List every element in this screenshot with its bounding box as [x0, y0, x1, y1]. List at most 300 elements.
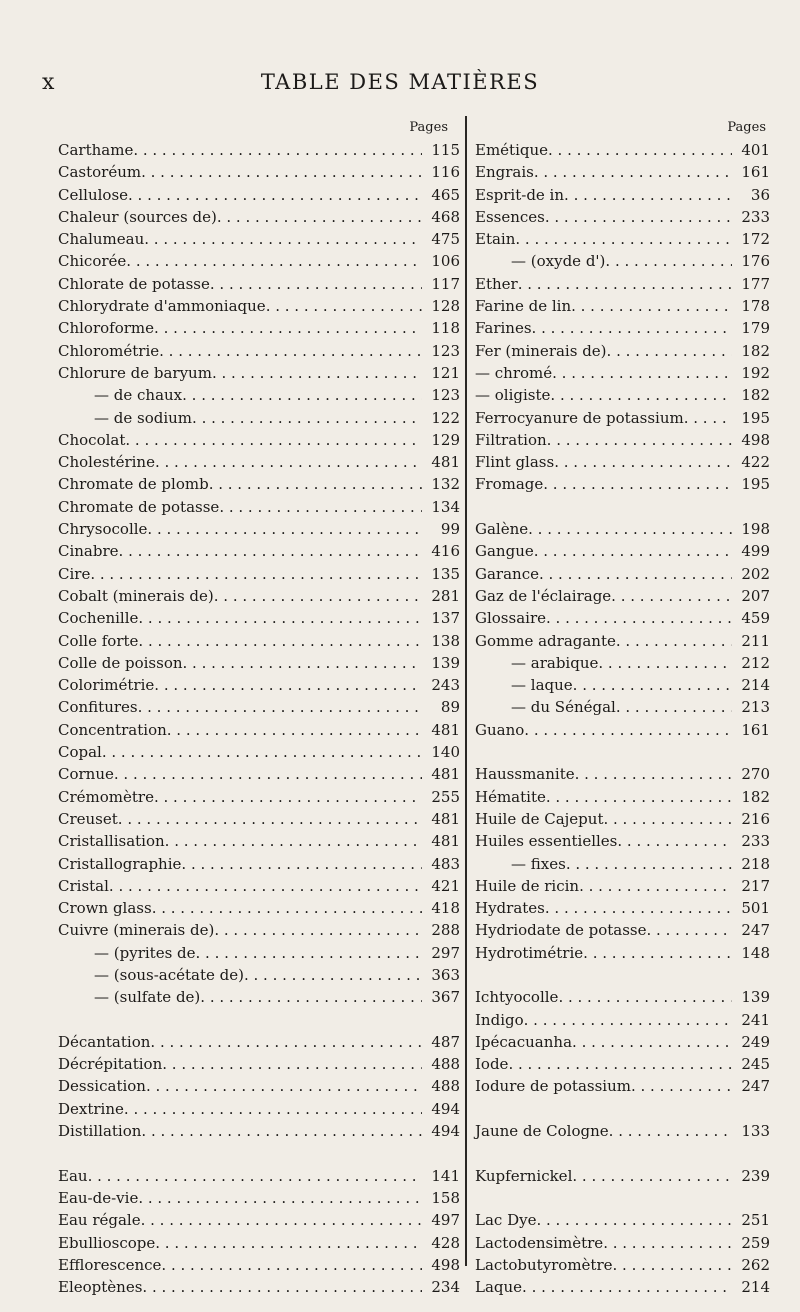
- entry-term: Emétique: [475, 141, 549, 159]
- index-entry: [475, 1009, 770, 1031]
- entry-page-number: 182: [741, 341, 770, 360]
- index-entry: [475, 808, 770, 830]
- dot-leader: [119, 540, 422, 562]
- entry-page-number: 134: [431, 497, 460, 516]
- entry-term: Gangue: [475, 542, 534, 561]
- entry-page-number: 259: [741, 1233, 770, 1252]
- entry-term: Cuivre (minerais de): [58, 921, 215, 940]
- index-entry: [58, 942, 460, 964]
- entry-page-number: 245: [741, 1055, 770, 1074]
- entry-page-number: 481: [431, 765, 460, 784]
- dot-leader: [575, 763, 732, 785]
- dot-leader: [147, 518, 422, 540]
- dot-leader: [102, 741, 422, 763]
- entry-page-number: 487: [431, 1032, 460, 1051]
- entry-term: Chaleur (sources de): [58, 207, 217, 226]
- index-entry: [475, 1232, 770, 1254]
- entry-page-number: 459: [741, 609, 770, 628]
- entry-term: Confitures: [58, 698, 138, 717]
- entry-term: Cornue: [58, 765, 114, 784]
- dot-leader: [141, 1209, 422, 1231]
- dot-leader: [219, 496, 422, 518]
- entry-page-number: 498: [741, 430, 770, 449]
- dot-leader: [182, 384, 422, 406]
- index-entry: [58, 1053, 460, 1075]
- index-entry: [58, 1120, 460, 1142]
- index-entry: [475, 630, 770, 652]
- dot-leader: [88, 1165, 422, 1187]
- entry-page-number: 139: [431, 653, 460, 672]
- entry-term: Essences: [475, 207, 545, 226]
- entry-term: Eleoptènes: [58, 1278, 143, 1297]
- entry-page-number: 207: [741, 586, 770, 605]
- entry-term: Hydrates: [475, 899, 545, 918]
- index-entry: [475, 139, 770, 161]
- dot-leader: [611, 585, 732, 607]
- dot-leader: [647, 919, 733, 941]
- entry-term: Cire: [58, 564, 91, 583]
- dot-leader: [566, 853, 732, 875]
- entry-page-number: 481: [431, 832, 460, 851]
- entry-term: Farines: [475, 319, 532, 338]
- entry-page-number: 243: [431, 676, 460, 695]
- index-entry: [58, 674, 460, 696]
- entry-page-number: 367: [431, 988, 460, 1007]
- entry-term: Chalumeau: [58, 230, 145, 249]
- dot-leader: [214, 919, 422, 941]
- index-entry: [58, 741, 460, 763]
- entry-page-number: 233: [741, 832, 770, 851]
- index-entry: [58, 964, 460, 986]
- index-entry: [58, 1232, 460, 1254]
- dot-leader: [550, 384, 732, 406]
- entry-page-number: 182: [741, 787, 770, 806]
- dot-leader: [154, 317, 422, 339]
- entry-page-number: 140: [431, 743, 460, 762]
- entry-term: Gaz de l'éclairage: [475, 586, 612, 605]
- entry-list: [475, 139, 770, 1298]
- index-entry: [475, 585, 770, 607]
- entry-term: — (oxyde d'): [511, 252, 606, 271]
- entry-term: Dessication: [58, 1077, 146, 1096]
- dot-leader: [152, 897, 422, 919]
- dot-leader: [155, 451, 422, 473]
- index-entry: [58, 161, 460, 183]
- entry-term: Cochenille: [58, 609, 139, 628]
- section-gap: [475, 496, 770, 518]
- entry-page-number: 118: [431, 319, 460, 338]
- dot-leader: [616, 630, 732, 652]
- entry-page-number: 198: [741, 520, 770, 539]
- entry-term: Chrysocolle: [58, 520, 148, 539]
- dot-leader: [524, 1009, 732, 1031]
- entry-page-number: 172: [741, 230, 770, 249]
- index-column-left: [58, 116, 460, 1298]
- entry-page-number: 99: [440, 520, 460, 539]
- entry-page-number: 465: [431, 185, 460, 204]
- entry-term: Crémomètre: [58, 787, 154, 806]
- section-gap: [475, 1187, 770, 1209]
- entry-page-number: 262: [741, 1255, 770, 1274]
- dot-leader: [583, 942, 732, 964]
- entry-page-number: 148: [741, 943, 770, 962]
- entry-term: Huile de ricin: [475, 876, 580, 895]
- section-gap: [475, 1142, 770, 1164]
- entry-term: Engrais: [475, 163, 534, 182]
- entry-term: Galène: [475, 520, 529, 539]
- dot-leader: [572, 1165, 732, 1187]
- entry-term: Carthame: [58, 141, 134, 159]
- entry-term: Eau: [58, 1166, 88, 1185]
- index-entry: [475, 1276, 770, 1298]
- entry-term: — laque: [511, 676, 573, 695]
- index-entry: [475, 161, 770, 183]
- entry-term: Lac Dye: [475, 1211, 537, 1230]
- index-entry: [475, 340, 770, 362]
- entry-page-number: 217: [741, 876, 770, 895]
- dot-leader: [146, 1075, 422, 1097]
- entry-page-number: 122: [431, 408, 460, 427]
- dot-leader: [192, 407, 422, 429]
- entry-page-number: 106: [431, 252, 460, 271]
- index-entry: [58, 808, 460, 830]
- index-entry: [58, 786, 460, 808]
- entry-term: — de sodium: [94, 408, 193, 427]
- dot-leader: [534, 540, 732, 562]
- dot-leader: [144, 228, 422, 250]
- index-entry: [475, 228, 770, 250]
- entry-list: [58, 139, 460, 1298]
- entry-page-number: 141: [431, 1166, 460, 1185]
- index-entry: [58, 317, 460, 339]
- index-entry: [475, 1053, 770, 1075]
- entry-page-number: 416: [431, 542, 460, 561]
- entry-term: Etain: [475, 230, 516, 249]
- entry-page-number: 89: [440, 698, 460, 717]
- entry-page-number: 270: [741, 765, 770, 784]
- entry-page-number: 216: [741, 809, 770, 828]
- dot-leader: [518, 273, 732, 295]
- entry-page-number: 133: [741, 1122, 770, 1141]
- index-entry: [58, 1031, 460, 1053]
- entry-page-number: 128: [431, 297, 460, 316]
- index-entry: [475, 942, 770, 964]
- index-entry: [58, 652, 460, 674]
- entry-page-number: 241: [741, 1010, 770, 1029]
- index-entry: [475, 1075, 770, 1097]
- entry-term: Cobalt (minerais de): [58, 586, 214, 605]
- entry-page-number: 468: [431, 207, 460, 226]
- entry-term: — du Sénégal: [511, 698, 616, 717]
- index-entry: [475, 763, 770, 785]
- index-entry: [58, 295, 460, 317]
- entry-page-number: 497: [431, 1211, 460, 1230]
- entry-term: Colorimétrie: [58, 676, 155, 695]
- entry-page-number: 211: [741, 631, 770, 650]
- dot-leader: [210, 273, 422, 295]
- index-entry: [58, 607, 460, 629]
- dot-leader: [155, 1232, 422, 1254]
- entry-term: Ferrocyanure de potassium: [475, 408, 684, 427]
- entry-page-number: 421: [431, 876, 460, 895]
- index-entry: [58, 407, 460, 429]
- entry-term: Huiles essentielles: [475, 832, 618, 851]
- dot-leader: [167, 719, 422, 741]
- dot-leader: [138, 607, 422, 629]
- entry-page-number: 363: [431, 965, 460, 984]
- index-entry: [58, 228, 460, 250]
- entry-term: Chicorée: [58, 252, 127, 271]
- index-entry: [58, 696, 460, 718]
- entry-page-number: 195: [741, 475, 770, 494]
- section-gap: [475, 1098, 770, 1120]
- index-entry: [58, 563, 460, 585]
- entry-term: Chloroforme: [58, 319, 155, 338]
- dot-leader: [536, 1209, 732, 1231]
- index-entry: [58, 340, 460, 362]
- entry-page-number: 218: [741, 854, 770, 873]
- dot-leader: [554, 451, 732, 473]
- entry-term: Cellulose: [58, 185, 129, 204]
- index-entry: [475, 986, 770, 1008]
- dot-leader: [114, 763, 422, 785]
- index-entry: [58, 429, 460, 451]
- entry-page-number: 249: [741, 1032, 770, 1051]
- entry-term: Colle forte: [58, 631, 139, 650]
- entry-page-number: 179: [741, 319, 770, 338]
- entry-term: Iode: [475, 1055, 509, 1074]
- entry-term: — (pyrites de: [94, 943, 196, 962]
- index-entry: [475, 696, 770, 718]
- dot-leader: [138, 1187, 422, 1209]
- index-entry: [58, 853, 460, 875]
- dot-leader: [684, 407, 732, 429]
- entry-page-number: 123: [431, 341, 460, 360]
- entry-term: Efflorescence: [58, 1255, 162, 1274]
- entry-term: Indigo: [475, 1010, 524, 1029]
- dot-leader: [539, 563, 732, 585]
- dot-leader: [572, 1031, 732, 1053]
- index-entry: [58, 1209, 460, 1231]
- dot-leader: [522, 1276, 732, 1298]
- entry-page-number: 212: [741, 653, 770, 672]
- entry-term: Farine de lin: [475, 297, 572, 316]
- dot-leader: [607, 340, 732, 362]
- index-entry: [58, 473, 460, 495]
- index-entry: [58, 1254, 460, 1276]
- dot-leader: [165, 830, 422, 852]
- dot-leader: [603, 1232, 732, 1254]
- index-entry: [475, 1209, 770, 1231]
- entry-term: Chocolat: [58, 430, 126, 449]
- entry-term: Glossaire: [475, 609, 546, 628]
- dot-leader: [613, 1254, 732, 1276]
- entry-page-number: 422: [741, 453, 770, 472]
- index-entry: [58, 139, 460, 161]
- index-entry: [58, 719, 460, 741]
- entry-page-number: 214: [741, 676, 770, 695]
- dot-leader: [548, 139, 732, 161]
- entry-term: Colle de poisson: [58, 653, 183, 672]
- dot-leader: [524, 719, 732, 741]
- entry-page-number: 137: [431, 609, 460, 628]
- index-entry: [475, 652, 770, 674]
- index-entry: [475, 919, 770, 941]
- index-entry: [475, 206, 770, 228]
- dot-leader: [183, 652, 422, 674]
- entry-term: — fixes: [511, 854, 566, 873]
- dot-leader: [558, 986, 732, 1008]
- dot-leader: [159, 340, 422, 362]
- dot-leader: [128, 184, 422, 206]
- entry-page-number: 195: [741, 408, 770, 427]
- entry-page-number: 501: [741, 899, 770, 918]
- dot-leader: [212, 362, 422, 384]
- dot-leader: [532, 317, 732, 339]
- dot-leader: [528, 518, 732, 540]
- entry-term: Hydriodate de potasse: [475, 921, 647, 940]
- dot-leader: [573, 674, 732, 696]
- entry-term: Cholestérine: [58, 453, 155, 472]
- entry-term: Cristal: [58, 876, 109, 895]
- dot-leader: [546, 607, 732, 629]
- entry-term: Distillation: [58, 1122, 142, 1141]
- dot-leader: [154, 674, 422, 696]
- dot-leader: [598, 652, 732, 674]
- index-entry: [58, 184, 460, 206]
- dot-leader: [545, 897, 732, 919]
- entry-page-number: 117: [431, 274, 460, 293]
- entry-page-number: 121: [431, 363, 460, 382]
- index-entry: [475, 295, 770, 317]
- dot-leader: [138, 630, 422, 652]
- entry-page-number: 123: [431, 386, 460, 405]
- index-entry: [475, 830, 770, 852]
- entry-page-number: 234: [431, 1278, 460, 1297]
- index-entry: [475, 786, 770, 808]
- entry-page-number: 475: [431, 230, 460, 249]
- entry-term: — arabique: [511, 653, 599, 672]
- entry-term: Concentration: [58, 720, 167, 739]
- index-entry: [58, 763, 460, 785]
- entry-page-number: 135: [431, 564, 460, 583]
- entry-term: Cristallographie: [58, 854, 182, 873]
- index-column-right: [465, 116, 770, 1297]
- dot-leader: [552, 362, 732, 384]
- index-entry: [475, 184, 770, 206]
- entry-page-number: 247: [741, 921, 770, 940]
- index-entry: [475, 607, 770, 629]
- dot-leader: [217, 206, 422, 228]
- entry-term: Crown glass: [58, 899, 152, 918]
- section-gap: [58, 1142, 460, 1164]
- entry-page-number: 214: [741, 1278, 770, 1297]
- entry-page-number: 36: [750, 185, 770, 204]
- entry-page-number: 281: [431, 586, 460, 605]
- index-entry: [58, 1165, 460, 1187]
- dot-leader: [196, 942, 422, 964]
- entry-term: Garance: [475, 564, 539, 583]
- index-entry: [475, 563, 770, 585]
- index-entry: [475, 1165, 770, 1187]
- entry-term: Eau régale: [58, 1211, 141, 1230]
- entry-page-number: 115: [431, 141, 460, 159]
- entry-term: Guano: [475, 720, 525, 739]
- entry-term: Lactodensimètre: [475, 1233, 604, 1252]
- pages-label: Pages: [409, 120, 448, 135]
- entry-term: Ether: [475, 274, 518, 293]
- entry-term: Décantation: [58, 1032, 151, 1051]
- dot-leader: [133, 139, 422, 161]
- index-entry: [475, 451, 770, 473]
- page-title: TABLE DES MATIÈRES: [260, 70, 540, 94]
- index-entry: [58, 1075, 460, 1097]
- index-entry: [58, 540, 460, 562]
- dot-leader: [546, 786, 732, 808]
- dot-leader: [214, 585, 422, 607]
- entry-term: — de chaux: [94, 386, 183, 405]
- entry-page-number: 247: [741, 1077, 770, 1096]
- dot-leader: [150, 1031, 422, 1053]
- index-entry: [58, 206, 460, 228]
- entry-page-number: 138: [431, 631, 460, 650]
- dot-leader: [266, 295, 422, 317]
- entry-page-number: 494: [431, 1099, 460, 1118]
- index-entry: [475, 518, 770, 540]
- entry-page-number: 177: [741, 274, 770, 293]
- dot-leader: [515, 228, 732, 250]
- index-entry: [58, 496, 460, 518]
- index-entry: [475, 674, 770, 696]
- entry-page-number: 488: [431, 1077, 460, 1096]
- index-entry: [58, 1276, 460, 1298]
- entry-term: Chlorométrie: [58, 341, 160, 360]
- entry-page-number: 401: [741, 141, 770, 159]
- dot-leader: [125, 429, 422, 451]
- entry-term: Castoréum: [58, 163, 142, 182]
- entry-term: Chromate de plomb: [58, 475, 209, 494]
- entry-page-number: 158: [431, 1188, 460, 1207]
- index-entry: [475, 429, 770, 451]
- index-entry: [475, 407, 770, 429]
- entry-page-number: 116: [431, 163, 460, 182]
- dot-leader: [181, 853, 422, 875]
- dot-leader: [244, 964, 422, 986]
- entry-term: Dextrine: [58, 1099, 124, 1118]
- dot-leader: [154, 786, 422, 808]
- dot-leader: [124, 1098, 422, 1120]
- index-entry: [475, 473, 770, 495]
- index-entry: [58, 630, 460, 652]
- entry-page-number: 233: [741, 207, 770, 226]
- index-entry: [475, 250, 770, 272]
- index-entry: [58, 250, 460, 272]
- entry-term: Chromate de potasse: [58, 497, 220, 516]
- index-entry: [58, 585, 460, 607]
- entry-term: Hématite: [475, 787, 546, 806]
- entry-term: Copal: [58, 743, 102, 762]
- page-header: [0, 70, 800, 100]
- dot-leader: [161, 1254, 422, 1276]
- dot-leader: [617, 830, 732, 852]
- index-entry: [58, 273, 460, 295]
- entry-term: Chlorydrate d'ammoniaque: [58, 297, 266, 316]
- entry-page-number: 192: [741, 363, 770, 382]
- index-entry: [475, 273, 770, 295]
- page-number: x: [42, 70, 55, 95]
- dot-leader: [126, 250, 422, 272]
- entry-page-number: 418: [431, 899, 460, 918]
